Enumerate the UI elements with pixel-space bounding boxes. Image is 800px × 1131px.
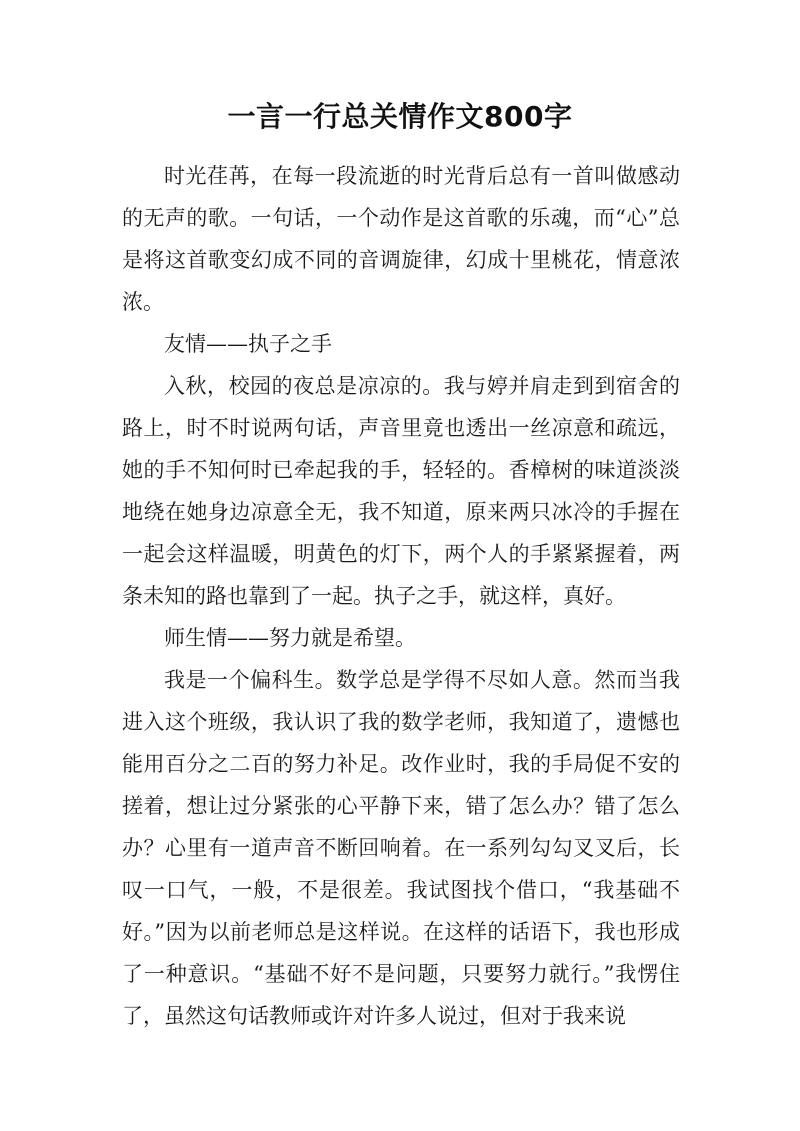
section-heading-friendship: 友情——执子之手 (164, 332, 332, 356)
paragraph-friendship: 入秋，校园的夜总是凉凉的。我与婷并肩走到到宿舍的路上，时不时说两句话，声音里竟也透出一丝凉意和疏远，她的手不知何时已牵起我的手，轻轻的。香樟树的味道淡淡地绕在她身边凉意全无，我不知道，原来两只冰冷的手握在一起会这样温暖，明黄色的灯下，两个人的手紧紧握着，两条未知的路也靠到了一起。执子之手，就这样，真好。 (122, 374, 680, 608)
paragraph-teacher-student: 我是一个偏科生。数学总是学得不尽如人意。然而当我进入这个班级，我认识了我的数学老师，我知道了，遗憾也能用百分之二百的努力补足。改作业时，我的手局促不安的搓着，想让过分紧张的心平静下来，错了怎么办？错了怎么办？心里有一道声音不断回响着。在一系列勾勾叉叉后，长叹一口气，一般，不是很差。我试图找个借口，“我基础不好。”因为以前老师总是这样说。在这样的话语下，我也形成了一种意识。“基础不好不是问题，只要努力就行。”我愣住了，虽然这句话教师或许对许多人说过，但对于我来说 (122, 668, 680, 1028)
document-body (122, 155, 680, 1037)
document-title: 一言一行总关情作文800字 (227, 100, 573, 133)
paragraph-intro: 时光荏苒，在每一段流逝的时光背后总有一首叫做感动的无声的歌。一句话，一个动作是这首歌的乐魂，而“心”总是将这首歌变幻成不同的音调旋律，幻成十里桃花，情意浓浓。 (122, 164, 680, 314)
section-heading-teacher-student: 师生情——努力就是希望。 (164, 626, 416, 650)
